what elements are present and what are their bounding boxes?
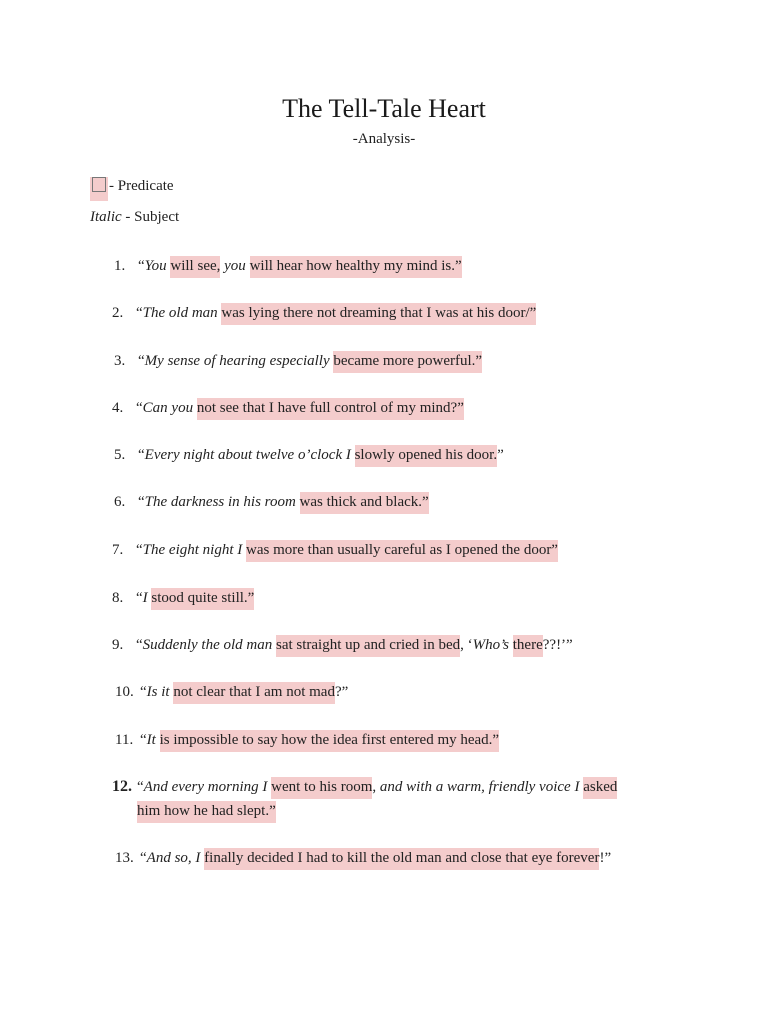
list-item: [115, 846, 612, 870]
plain-text: “: [140, 850, 147, 866]
list-item: [114, 490, 429, 514]
list-item: [112, 633, 573, 657]
subject-text: Can you: [142, 400, 194, 416]
item-number: 10.: [115, 684, 134, 700]
plain-text: “: [137, 779, 144, 795]
subject-text: Is it: [146, 684, 170, 700]
document-subtitle: -Analysis-: [352, 131, 416, 147]
predicate-swatch: [90, 177, 108, 201]
predicate-text: finally decided I had to kill the old man and close that eye forever: [204, 848, 599, 870]
predicate-text: was thick and black.”: [300, 492, 429, 514]
plain-text: “: [140, 732, 147, 748]
subject-legend-label: - Subject: [121, 209, 180, 225]
item-number: 8.: [112, 590, 124, 606]
subject-text: Who’s: [472, 637, 510, 653]
subject-text: you: [224, 258, 246, 274]
legend-predicate: [90, 177, 174, 201]
predicate-text: not clear that I am not mad: [173, 682, 335, 704]
plain-text: ??!’”: [542, 637, 573, 653]
subject-text: It: [146, 732, 156, 748]
plain-text: “: [138, 353, 145, 369]
subject-text: You: [144, 258, 167, 274]
item-number: 7.: [112, 542, 124, 558]
subject-text: And so, I: [146, 850, 201, 866]
predicate-text: will hear how healthy my mind is.”: [250, 256, 462, 278]
subject-text: Every night about twelve o’clock I: [144, 447, 351, 463]
plain-text: “: [136, 305, 143, 321]
predicate-text: became more powerful.”: [333, 351, 482, 373]
plain-text: “: [136, 637, 143, 653]
plain-text: ”: [497, 447, 504, 463]
subject-text: Suddenly the old man: [142, 637, 273, 653]
item-number: 6.: [114, 494, 126, 510]
plain-text: “: [136, 590, 143, 606]
item-number: 3.: [114, 353, 126, 369]
item-number: 5.: [114, 447, 126, 463]
plain-text: “: [140, 684, 147, 700]
plain-text: “: [138, 447, 145, 463]
predicate-text: not see that I have full control of my mind?”: [197, 398, 464, 420]
plain-text: “: [138, 258, 145, 274]
plain-text: “: [138, 494, 145, 510]
list-item: [114, 349, 483, 373]
item-number: 9.: [112, 637, 124, 653]
plain-text: , ‘: [460, 637, 473, 653]
list-item: [112, 301, 537, 325]
predicate-text: is impossible to say how the idea first entered my head.”: [160, 730, 500, 752]
list-item: [112, 775, 618, 823]
list-item: [115, 728, 500, 752]
list-item: [112, 586, 255, 610]
list-item: [114, 443, 504, 467]
predicate-text: went to his room: [271, 777, 372, 799]
predicate-text: will see,: [170, 256, 220, 278]
predicate-text: there: [513, 635, 543, 657]
predicate-text: was lying there not dreaming that I was at his door/”: [221, 303, 536, 325]
plain-text: [246, 258, 250, 274]
list-item: [114, 254, 462, 278]
item-number: 2.: [112, 305, 124, 321]
plain-text: ?”: [334, 684, 349, 700]
subject-text: The darkness in his room: [144, 494, 296, 510]
subject-text: The eight night I: [142, 542, 243, 558]
subject-text: The old man: [142, 305, 218, 321]
item-number: 13.: [115, 850, 134, 866]
list-item: [112, 538, 558, 562]
list-item: [115, 680, 349, 704]
document-title: The Tell-Tale Heart: [282, 94, 486, 123]
plain-text: “: [136, 542, 143, 558]
predicate-text: him how he had slept.”: [137, 801, 276, 823]
predicate-legend-label: - Predicate: [109, 178, 174, 194]
subject-text: My sense of hearing especially: [144, 353, 330, 369]
item-number: 12.: [112, 778, 132, 795]
legend-subject: [90, 209, 179, 226]
plain-text: [296, 494, 300, 510]
list-item: [112, 396, 464, 420]
predicate-text: stood quite still.”: [151, 588, 254, 610]
plain-text: ,: [372, 779, 380, 795]
item-number: 11.: [115, 732, 134, 748]
item-number: 4.: [112, 400, 124, 416]
subject-text: I: [142, 590, 148, 606]
subject-legend-style: Italic: [90, 209, 122, 225]
item-number: 1.: [114, 258, 126, 274]
subject-text: And every morning I: [143, 779, 268, 795]
plain-text: “: [136, 400, 143, 416]
predicate-text: asked: [583, 777, 617, 799]
predicate-text: sat straight up and cried in bed: [276, 635, 460, 657]
plain-text: !”: [599, 850, 612, 866]
predicate-text: was more than usually careful as I opened the door”: [246, 540, 558, 562]
subject-text: and with a warm, friendly voice I: [379, 779, 580, 795]
predicate-text: slowly opened his door.: [355, 445, 498, 467]
